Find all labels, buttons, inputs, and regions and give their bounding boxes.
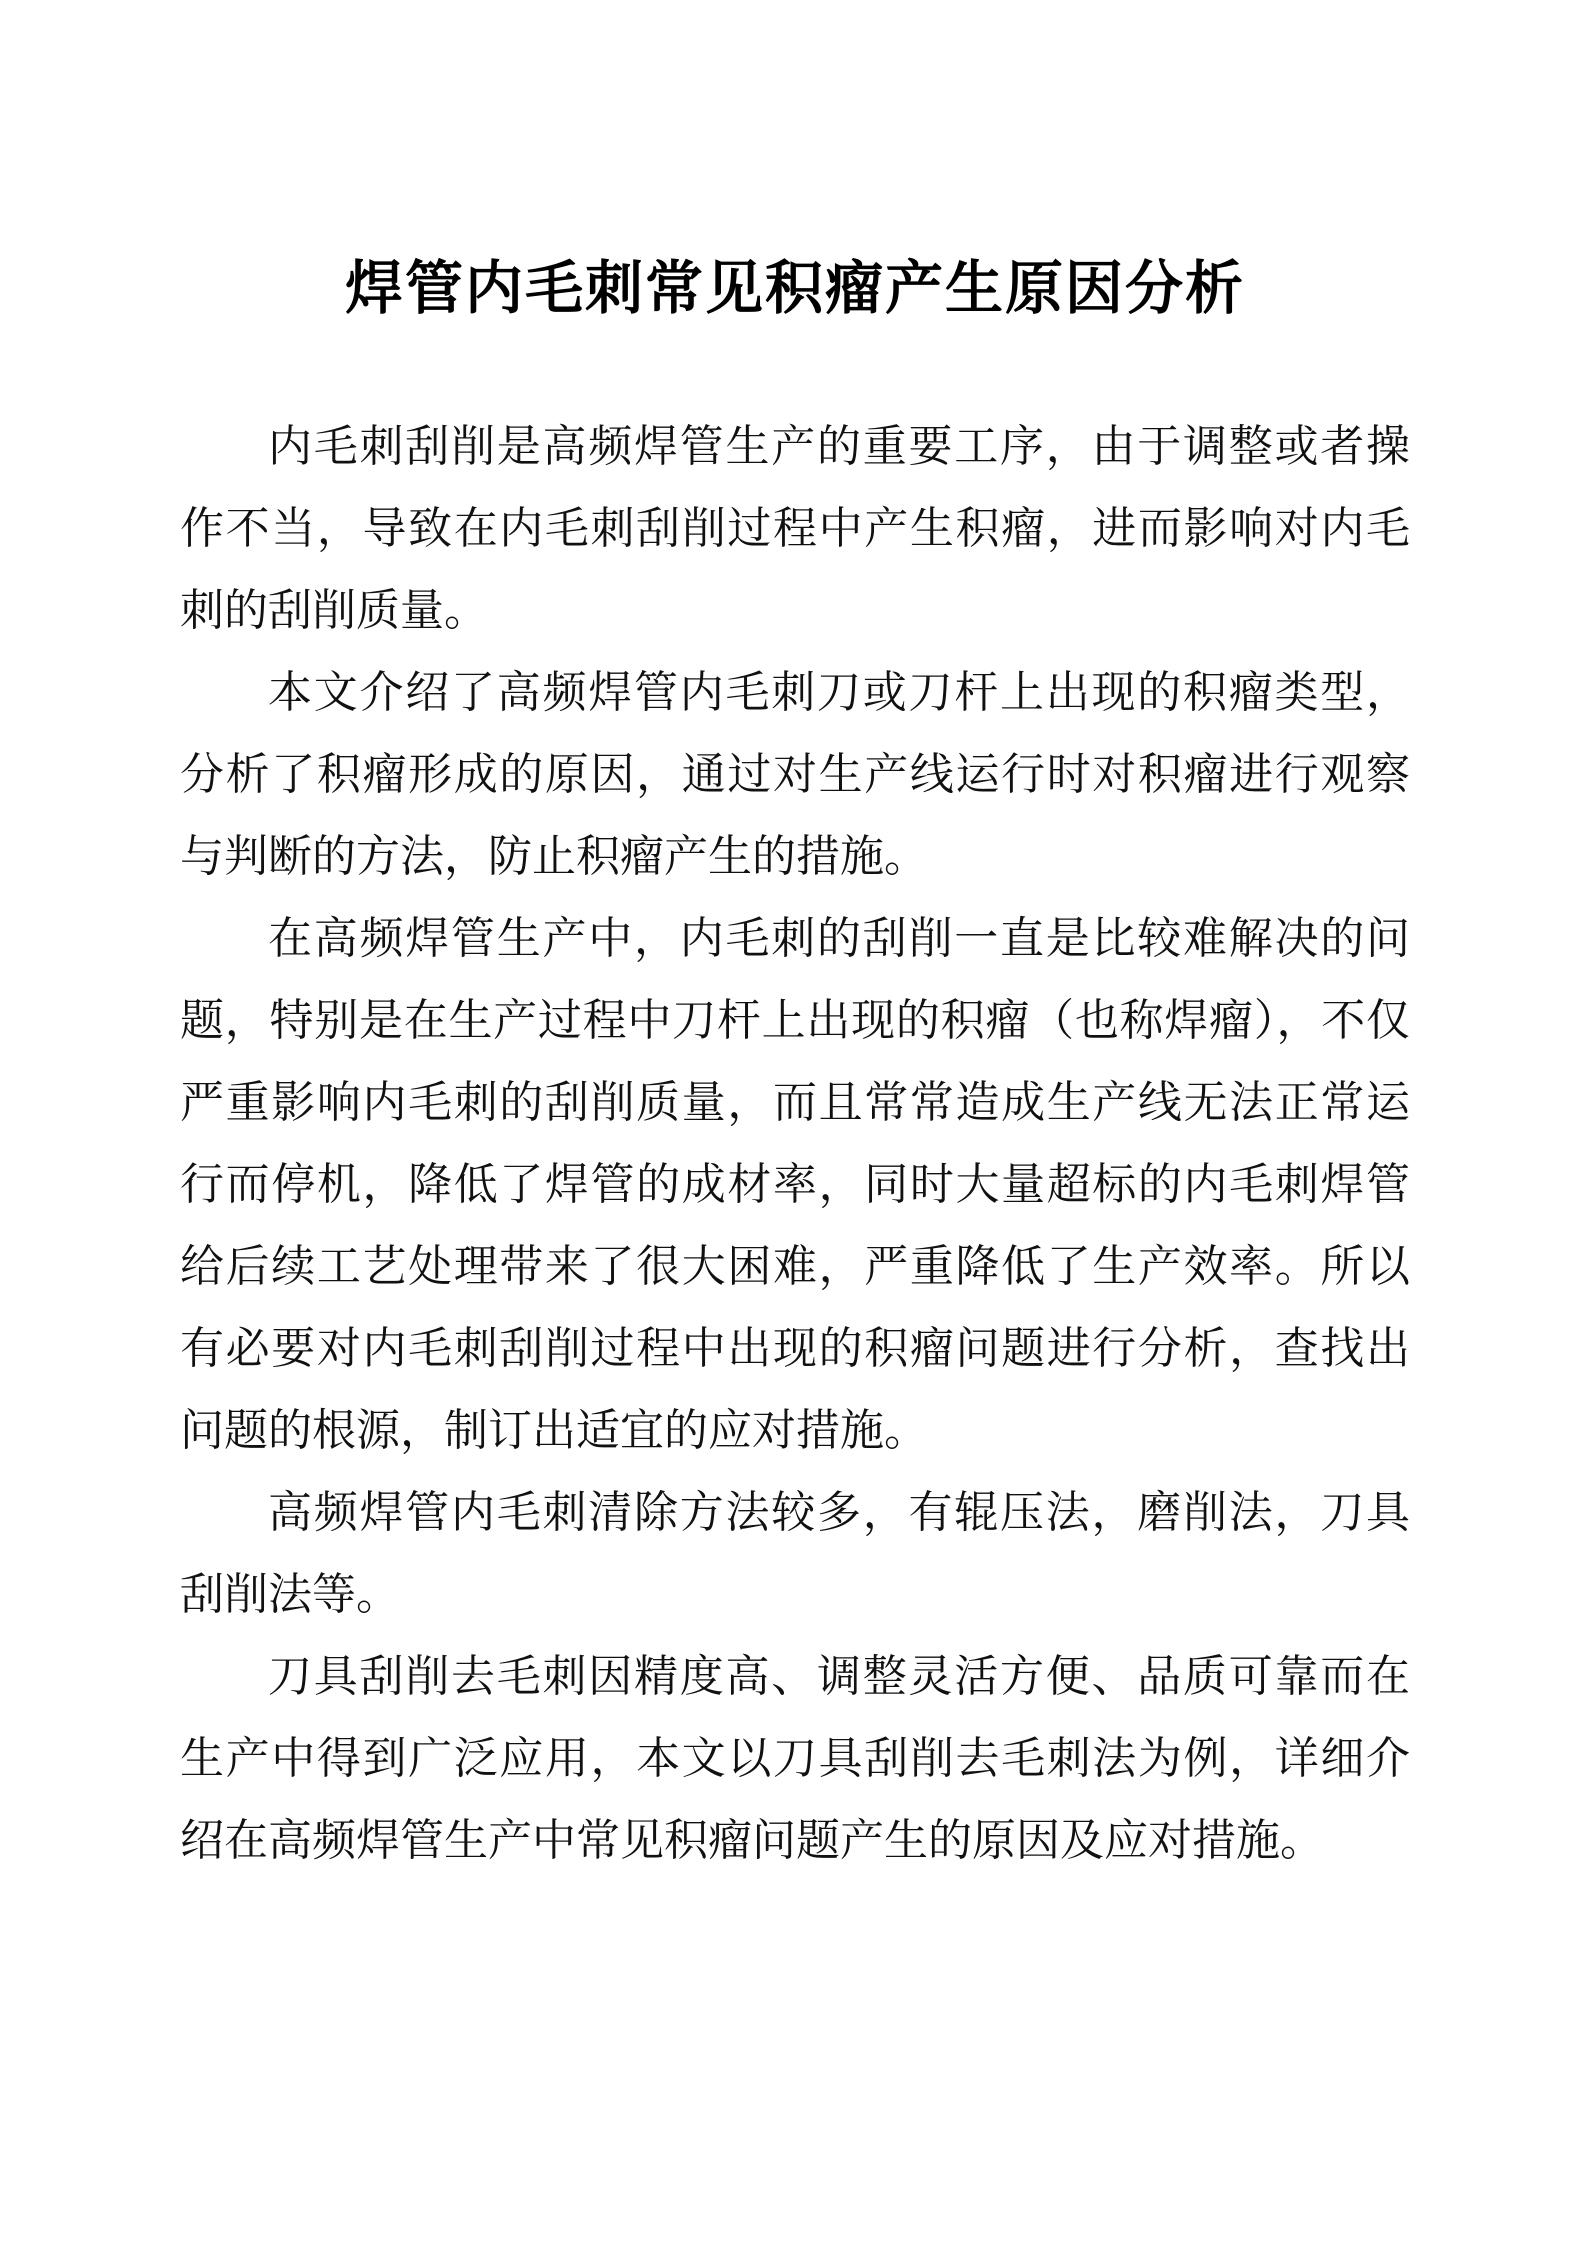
paragraph: 在高频焊管生产中，内毛刺的刮削一直是比较难解决的问题，特别是在生产过程中刀杆上出现的积瘤（也称焊瘤），不仅严重影响内毛刺的刮削质量，而且常常造成生产线无法正常运行而停机，降低了焊管的成材率，同时大量超标的内毛刺焊管给后续工艺处理带来了很大困难，严重降低了生产效率。所以有必要对内毛刺刮削过程中出现的积瘤问题进行分析，查找出问题的根源，制订出适宜的应对措施。 xyxy=(180,913,1410,1455)
document-title: 焊管内毛刺常见积瘤产生原因分析 xyxy=(344,256,1245,321)
paragraph: 刀具刮削去毛刺因精度高、调整灵活方便、品质可靠而在生产中得到广泛应用，本文以刀具刮削去毛刺法为例，详细介绍在高频焊管生产中常见积瘤问题产生的原因及应对措施。 xyxy=(180,1651,1410,1865)
paragraph: 内毛刺刮削是高频焊管生产的重要工序，由于调整或者操作不当，导致在内毛刺刮削过程中产生积瘤，进而影响对内毛刺的刮削质量。 xyxy=(180,421,1410,635)
paragraph: 本文介绍了高频焊管内毛刺刀或刀杆上出现的积瘤类型，分析了积瘤形成的原因，通过对生产线运行时对积瘤进行观察与判断的方法，防止积瘤产生的措施。 xyxy=(180,667,1410,881)
document-body xyxy=(180,406,1410,1882)
paragraph: 高频焊管内毛刺清除方法较多，有辊压法，磨削法，刀具刮削法等。 xyxy=(180,1487,1410,1619)
